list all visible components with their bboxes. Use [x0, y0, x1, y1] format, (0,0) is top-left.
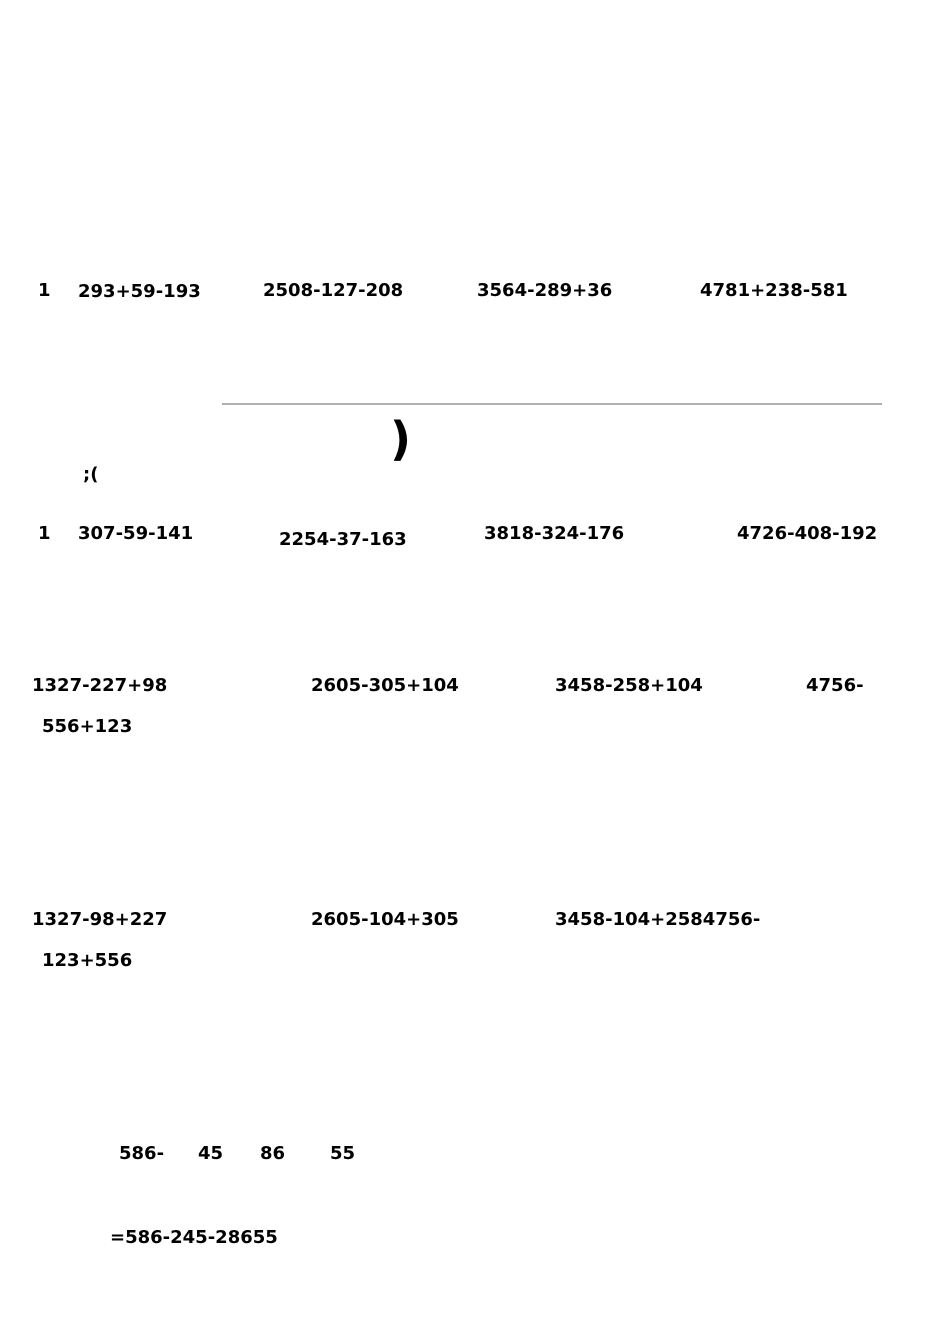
section2-problem-1: 307-59-141 [78, 523, 194, 544]
section4-problem-3: 3458-104+2584756- [555, 909, 761, 930]
section3-problem-2: 2605-305+104 [311, 675, 459, 696]
section1-problem-4: 4781+238-581 [700, 280, 848, 301]
section4-problem-1: 1327-98+227 [32, 909, 168, 930]
section1-problem-1: 293+59-193 [78, 281, 201, 302]
section3-problem-3: 3458-258+104 [555, 675, 703, 696]
section3-problem-1: 1327-227+98 [32, 675, 168, 696]
section2-problem-4: 4726-408-192 [737, 523, 878, 544]
section2-problem-2: 2254-37-163 [279, 529, 407, 550]
horizontal-rule [222, 403, 882, 405]
section4-continuation: 123+556 [42, 950, 133, 971]
example-part-3: 86 [260, 1143, 286, 1164]
section2-label: 1 [38, 523, 51, 544]
example-answer: =586-245-28655 [110, 1227, 278, 1248]
section-note: ;( [83, 464, 99, 485]
example-part-2: 45 [198, 1143, 224, 1164]
section1-problem-2: 2508-127-208 [263, 280, 404, 301]
example-part-4: 55 [330, 1143, 356, 1164]
section4-problem-2: 2605-104+305 [311, 909, 459, 930]
example-part-1: 586- [119, 1143, 165, 1164]
section1-label: 1 [38, 280, 51, 301]
closing-parenthesis: ) [390, 412, 412, 466]
section3-problem-4: 4756- [806, 675, 864, 696]
section1-problem-3: 3564-289+36 [477, 280, 613, 301]
section3-continuation: 556+123 [42, 716, 133, 737]
section2-problem-3: 3818-324-176 [484, 523, 625, 544]
